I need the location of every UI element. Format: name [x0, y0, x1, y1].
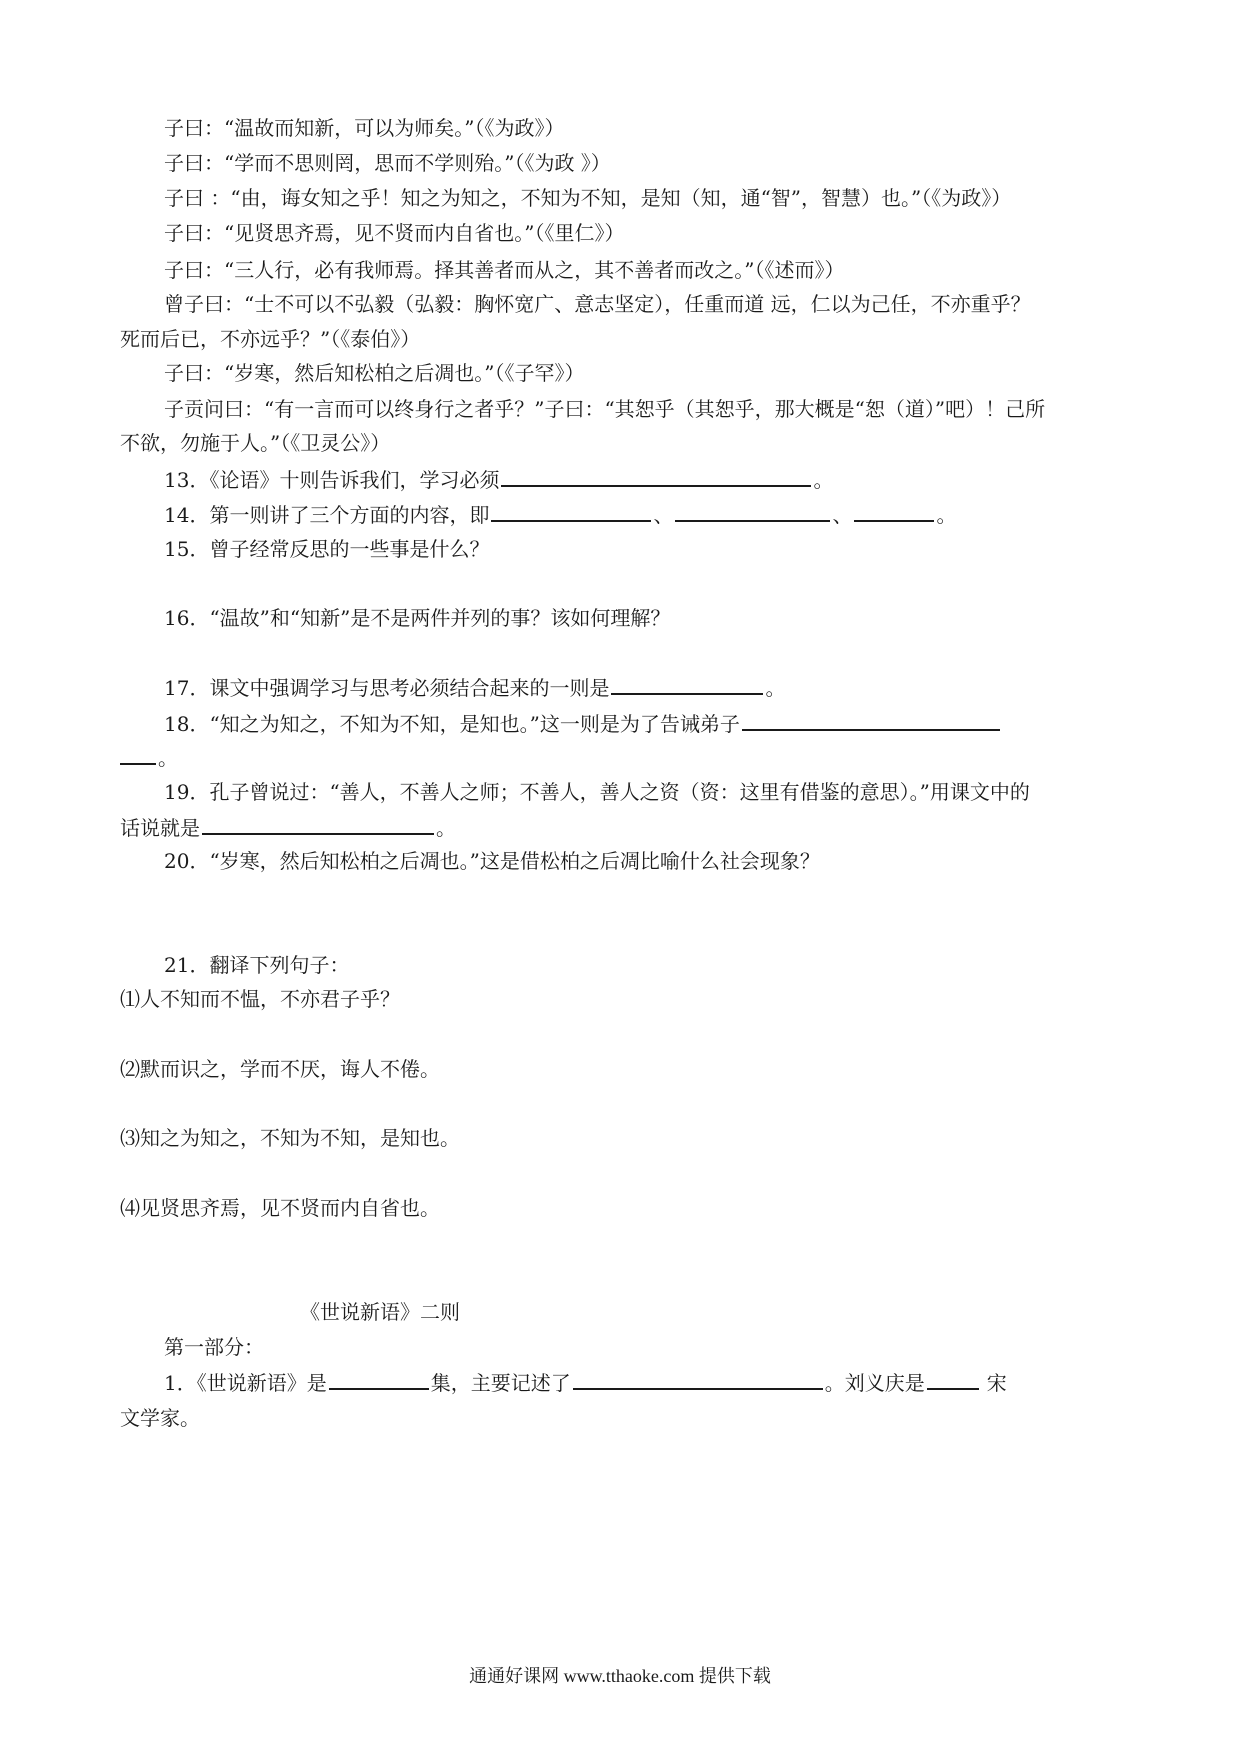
passage-4: 子曰：“见贤思齐焉，见不贤而内自省也。”（《里仁》）	[164, 221, 625, 245]
answer-blank-19[interactable]	[202, 813, 434, 835]
passage-8-cont: 不欲，勿施于人。”（《卫灵公》）	[120, 431, 391, 455]
question-19-cont: 话说就是 。	[120, 813, 456, 841]
answer-blank-18-cont[interactable]	[120, 743, 156, 765]
passage-3: 子曰 ：“由，诲女知之乎！知之为知之，不知为不知，是知（知，通“智”，智慧）也。”（《为政》）	[164, 186, 1012, 210]
question-14: 14．第一则讲了三个方面的内容，即 、 、 。	[164, 500, 956, 528]
section-title: 《世说新语》二则	[300, 1300, 460, 1324]
question-18-text: 18．“知之为知之，不知为不知，是知也。”这一则是为了告诫弟子	[164, 712, 740, 736]
passage-6: 曾子曰：“士不可以不弘毅（弘毅：胸怀宽广、意志坚定），任重而道 远，仁以为己任，不亦重乎？	[164, 292, 1031, 316]
question-21-item-4: ⑷见贤思齐焉，见不贤而内自省也。	[120, 1196, 440, 1220]
question-21: 21．翻译下列句子：	[164, 953, 350, 977]
question-13-text: 13．《论语》十则告诉我们，学习必须	[164, 468, 500, 492]
question-21-item-3: ⑶知之为知之，不知为不知，是知也。	[120, 1126, 460, 1150]
question-13: 13．《论语》十则告诉我们，学习必须 。	[164, 465, 833, 493]
question-21-item-1: ⑴人不知而不愠，不亦君子乎？	[120, 987, 400, 1011]
passage-5: 子曰：“三人行，必有我师焉。择其善者而从之，其不善者而改之。”（《述而》）	[164, 258, 845, 282]
question-20: 20．“岁寒，然后知松柏之后凋也。”这是借松柏之后凋比喻什么社会现象？	[164, 849, 820, 873]
section2-question-1-cont: 文学家。	[120, 1406, 200, 1430]
passage-6-cont: 死而后已，不亦远乎？”（《泰伯》）	[120, 327, 421, 351]
answer-blank-17[interactable]	[611, 673, 763, 695]
question-21-item-2: ⑵默而识之，学而不厌，诲人不倦。	[120, 1057, 440, 1081]
passage-2: 子曰：“学而不思则罔，思而不学则殆。”（《为政 》）	[164, 151, 611, 175]
answer-blank-13[interactable]	[501, 465, 811, 487]
answer-blank-s2-1c[interactable]	[927, 1368, 979, 1390]
answer-blank-s2-1b[interactable]	[573, 1368, 823, 1390]
passage-7: 子曰：“岁寒，然后知松柏之后凋也。”（《子罕》）	[164, 361, 585, 385]
page-footer: 通通好课网 www.tthaoke.com 提供下载	[469, 1666, 771, 1686]
answer-blank-14a[interactable]	[491, 500, 651, 522]
question-14-text: 14．第一则讲了三个方面的内容，即	[164, 503, 490, 527]
question-15: 15．曾子经常反思的一些事是什么？	[164, 537, 490, 561]
question-18	[164, 709, 1002, 737]
question-19: 19．孔子曾说过：“善人，不善人之师；不善人，善人之资（资：这里有借鉴的意思）。”用课文中的	[164, 780, 1030, 804]
question-16: 16．“温故”和“知新”是不是两件并列的事？该如何理解？	[164, 606, 671, 630]
answer-blank-14c[interactable]	[854, 500, 934, 522]
section-part-label: 第一部分：	[164, 1335, 264, 1359]
question-17-text: 17．课文中强调学习与思考必须结合起来的一则是	[164, 676, 610, 700]
answer-blank-14b[interactable]	[675, 500, 830, 522]
question-18-cont: 。	[120, 743, 178, 771]
answer-blank-18[interactable]	[742, 709, 1000, 731]
section2-question-1: 1．《世说新语》是 集，主要记述了 。刘义庆是 宋	[164, 1368, 1007, 1396]
question-17: 17．课文中强调学习与思考必须结合起来的一则是 。	[164, 673, 785, 701]
passage-8: 子贡问曰：“有一言而可以终身行之者乎？”子曰：“其恕乎（其恕乎，那大概是“恕（道）”吧）！己所	[164, 397, 1046, 421]
passage-1: 子曰：“温故而知新，可以为师矣。”（《为政》）	[164, 116, 565, 140]
answer-blank-s2-1a[interactable]	[329, 1368, 429, 1390]
